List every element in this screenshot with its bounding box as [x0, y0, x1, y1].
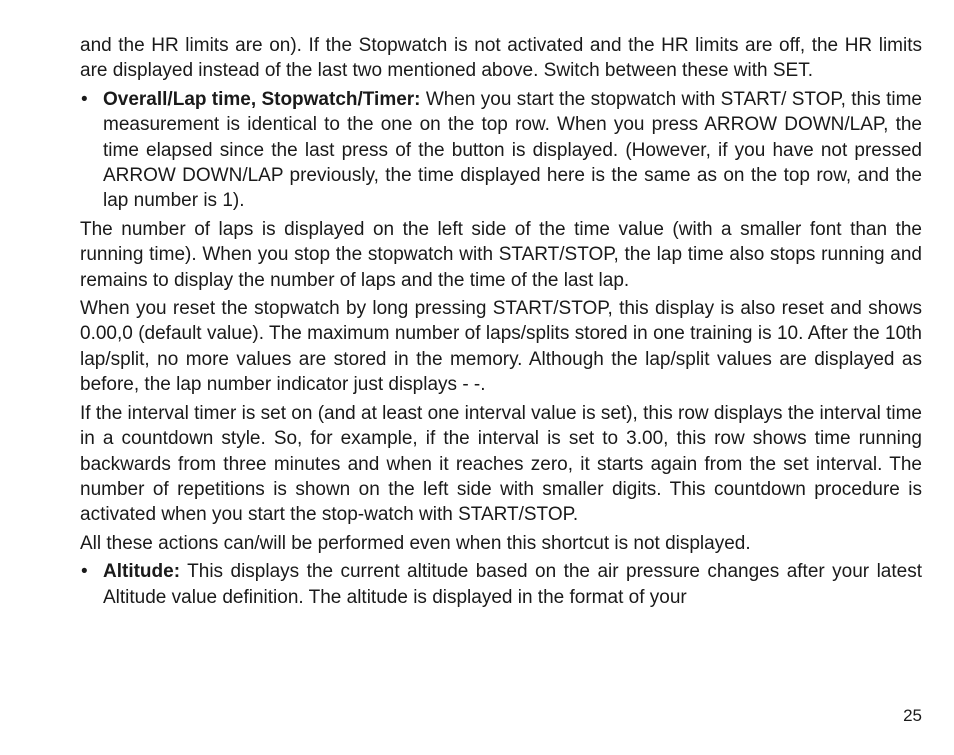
bullet-overall-lap-time [80, 87, 922, 214]
paragraph-interval-timer: If the interval timer is set on (and at least one interval value is set), this row displays the interval time in a countdown style. So, for example, if the interval is set to 3.00, this row shows time running backwards from three minutes and when it reaches zero, it starts again from the set interval. The number of repetitions is shown on the left side with smaller digits. This countdown procedure is activated when you start the stop-watch with START/STOP. [80, 402, 922, 526]
bullet-altitude [80, 559, 922, 610]
bullet-text-overall-lap-time: When you start the stopwatch with START/ STOP, this time measurement is identical to the one on the top row. When you press ARROW DOWN/LAP, the time elapsed since the last press of the button is displayed. (However, if you have not pressed ARROW DOWN/LAP previously, the time displayed here is the same as on the top row, and the lap number is 1). [103, 88, 922, 212]
bullet-term-altitude: Altitude: [103, 561, 181, 583]
paragraph-number-of-laps: The number of laps is displayed on the left side of the time value (with a smaller font than the running time). When you stop the stopwatch with START/STOP, the lap time also stops running and remains to display the number of laps and the time of the last lap. [80, 218, 922, 291]
manual-page-body [80, 33, 922, 613]
bullet-marker: • [81, 88, 88, 110]
bullet-text-altitude: This displays the current altitude based on the air pressure changes after your latest Altitude value definition. The altitude is displayed in the format of your [103, 561, 922, 608]
paragraph-hr-limits: and the HR limits are on). If the Stopwatch is not activated and the HR limits are off, the HR limits are displayed instead of the last two mentioned above. Switch between these with SET. [80, 35, 922, 82]
page-number: 25 [903, 706, 922, 725]
paragraph-actions-note: All these actions can/will be performed even when this shortcut is not displayed. [80, 532, 751, 554]
bullet-marker: • [81, 561, 88, 583]
bullet-term-overall-lap-time: Overall/Lap time, Stopwatch/Timer: [103, 88, 421, 110]
paragraph-reset-stopwatch: When you reset the stopwatch by long pressing START/STOP, this display is also reset and shows 0.00,0 (default value). The maximum number of laps/splits stored in one training is 10. After the 10th lap/split, no more values are stored in the memory. Although the lap/split values are displayed as before, the lap number indicator just displays - -. [80, 298, 922, 396]
